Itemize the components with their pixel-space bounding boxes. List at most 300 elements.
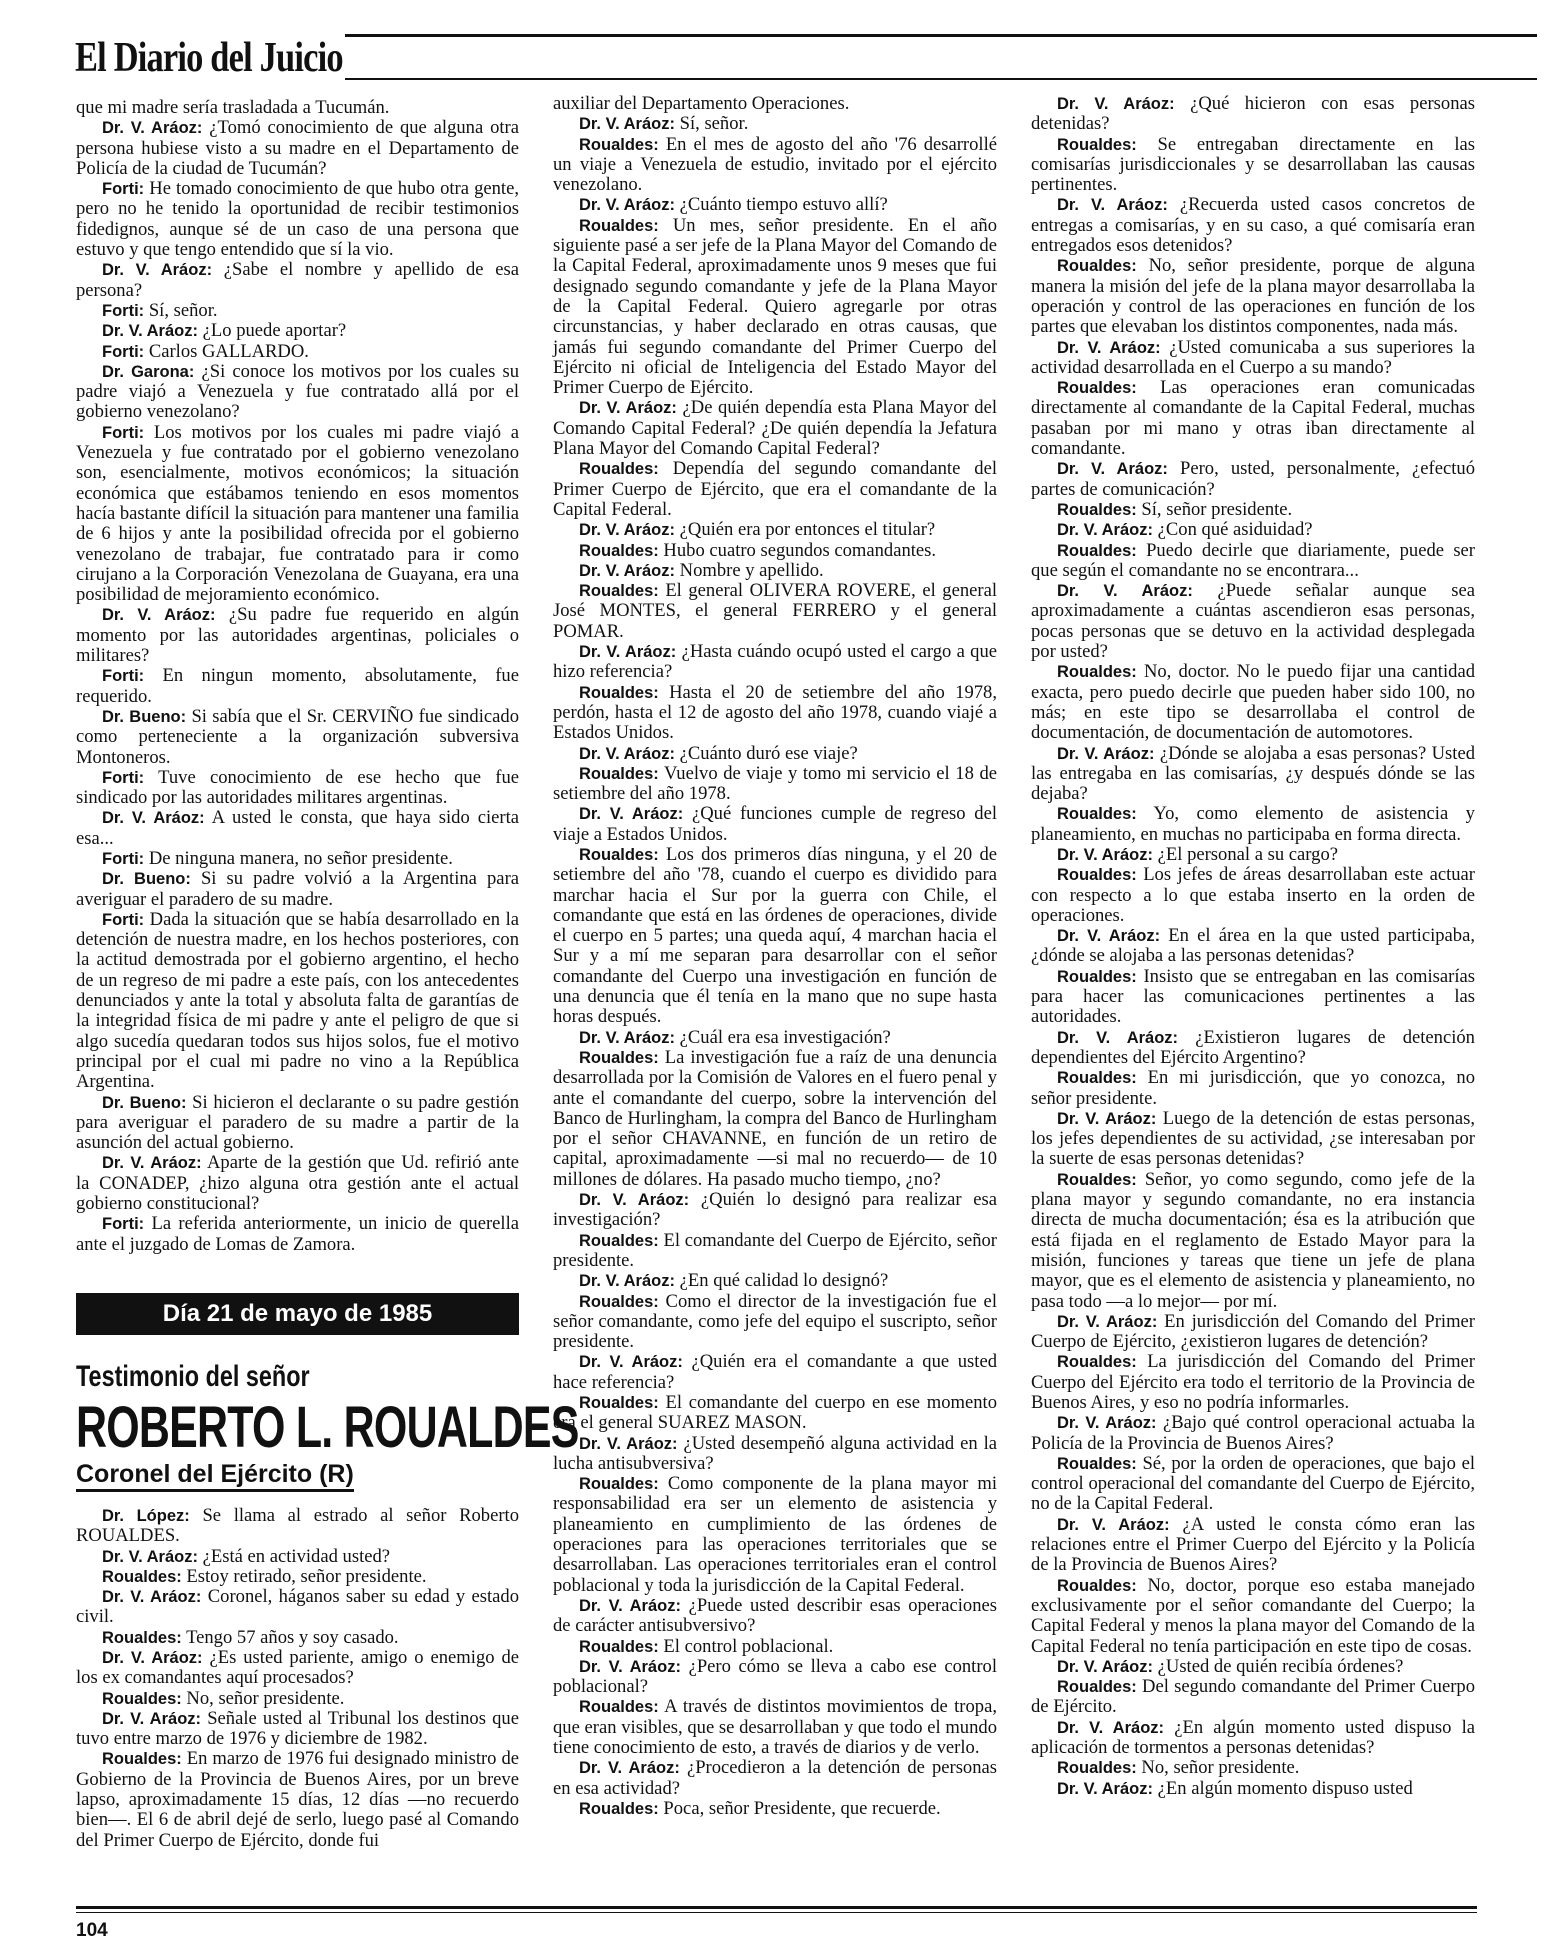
speaker-label: Roualdes: [1057, 257, 1137, 276]
speech-text: ¿En qué calidad lo designó? [679, 1270, 889, 1292]
transcript-paragraph [1031, 967, 1475, 1028]
speech-text: Hubo cuatro segundos comandantes. [663, 539, 937, 561]
speaker-label: Roualdes: [1057, 1576, 1137, 1595]
speech-text: Tuve conocimiento de ese hecho que fue sindicado por las autoridades militares argentinas. [76, 766, 520, 809]
transcript-paragraph [553, 683, 997, 744]
transcript-paragraph [553, 845, 997, 1028]
witness-rank: Coronel del Ejército (R) [76, 1459, 354, 1492]
speaker-label: Dr. V. Aráoz: [1057, 338, 1161, 357]
speaker-label: Roualdes: [579, 1698, 659, 1717]
transcript-paragraph [553, 1393, 997, 1434]
transcript-paragraph [553, 1434, 997, 1475]
speaker-label: Roualdes: [102, 1567, 182, 1586]
date-banner: Día 21 de mayo de 1985 [76, 1293, 519, 1335]
speech-text: ¿Lo puede aportar? [202, 320, 347, 342]
speech-text: A través de distintos movimientos de tropa, que eran visibles, que se desarrollaban y que todo el mundo tiene conocimiento de esto, a través de diarios y de verlo. [553, 1696, 997, 1759]
speech-text: ¿Tomó conocimiento de que alguna otra persona hubiese visto a su madre en el Departamento de Policía de la ciudad de Tucumán? [76, 117, 519, 179]
speech-text: ¿Existieron lugares de detención dependientes del Ejército Argentino? [1031, 1026, 1475, 1068]
speech-text: Si hicieron el declarante o su padre gestión para averiguar el paradero de su madre a partir de la asunción del actual gobierno. [76, 1091, 519, 1154]
page-number: 104 [76, 1920, 108, 1941]
transcript-paragraph [553, 195, 997, 215]
transcript-paragraph [1031, 195, 1475, 256]
speech-text: Insisto que se entregaban en las comisarías para hacer las comunicaciones pertinentes a las autoridades. [1031, 965, 1475, 1028]
speaker-label: Roualdes: [579, 1292, 659, 1311]
speaker-label: Dr. V. Aráoz: [1057, 744, 1155, 763]
speaker-label: Dr. V. Aráoz: [579, 1657, 681, 1676]
speech-text: Yo, como elemento de asistencia y planeamiento, en muchas no participaba en forma directa. [1031, 803, 1475, 845]
speech-text: Sí, señor. [679, 113, 749, 135]
transcript-paragraph [76, 1214, 519, 1255]
speech-text: Señale usted al Tribunal los destinos que tuvo entre marzo de 1976 y diciembre de 1982. [76, 1707, 519, 1750]
transcript-paragraph [553, 541, 997, 561]
speech-text: ¿En algún momento dispuso usted [1157, 1777, 1413, 1799]
transcript-paragraph [553, 94, 997, 114]
transcript-paragraph [1031, 1576, 1475, 1657]
speech-text: ¿Quién lo designó para realizar esa investigación? [553, 1189, 998, 1231]
transcript-paragraph [76, 869, 519, 910]
transcript-paragraph [76, 1506, 519, 1547]
speaker-label: Roualdes: [1057, 1678, 1137, 1697]
speaker-label: Roualdes: [579, 460, 659, 479]
speaker-label: Roualdes: [579, 541, 659, 560]
transcript-paragraph [76, 666, 519, 707]
speaker-label: Dr. Garona: [102, 362, 195, 381]
speech-text: Señor, yo como segundo, como jefe de la plana mayor y segundo comandante, no era instancia directa de mucha documentación; ésa es la atribución que está fijada en el reglamento de Estado Mayor para la misión, funciones y tareas que tiene un jefe de plana mayor, que es el elemento de asistencia y planeamiento, no pasa todo —a lo mejor— por mí. [1031, 1168, 1475, 1312]
witness-name: ROBERTO L. ROUALDES [76, 1394, 579, 1460]
transcript-paragraph [1031, 1170, 1475, 1312]
speech-text: Hasta el 20 de setiembre del año 1978, perdón, hasta el 12 de agosto del año 1978, cuando viajé a Estados Unidos. [553, 681, 997, 744]
speech-text: Pero, usted, personalmente, ¿efectuó partes de comunicación? [1031, 458, 1475, 500]
transcript-paragraph [1031, 1352, 1475, 1413]
transcript-paragraph [1031, 744, 1475, 805]
speech-text: Sé, por la orden de operaciones, que bajo el control operacional del comandante del Cuerpo de Ejército, no de la Capital Federal. [1031, 1452, 1475, 1515]
speaker-label: Dr. V. Aráoz: [1057, 196, 1168, 215]
speech-text: ¿Está en actividad usted? [202, 1545, 391, 1567]
transcript-paragraph [553, 1637, 997, 1657]
speaker-label: Roualdes: [1057, 967, 1137, 986]
speech-text: auxiliar del Departamento Operaciones. [553, 93, 850, 114]
speaker-label: Dr. V. Aráoz: [579, 1434, 678, 1453]
transcript-paragraph [553, 1271, 997, 1291]
transcript-paragraph [553, 744, 997, 764]
speaker-label: Dr. V. Aráoz: [1057, 1657, 1153, 1676]
speech-text: La investigación fue a raíz de una denuncia desarrollada por la Comisión de Valores en el fuero penal y ante el comandante del cuerpo, sobre la intervención del Banco de Hurlingham, la compra del Banco de Hurlingham por el señor CHAVANNE, en función de un retiro de capital, aproximadamente —si mal no recuerdo— de 10 millones de dólares. Ha pasado mucho tiempo, ¿no? [553, 1046, 997, 1190]
speaker-label: Roualdes: [579, 1048, 659, 1067]
speaker-label: Roualdes: [579, 1231, 659, 1250]
speaker-label: Dr. V. Aráoz: [1057, 460, 1168, 479]
speech-text: ¿Usted comunicaba a sus superiores la actividad desarrollada en el Cuerpo a su mando? [1031, 336, 1475, 378]
transcript-paragraph [76, 910, 519, 1093]
speaker-label: Roualdes: [1057, 805, 1137, 824]
speaker-label: Dr. V. Aráoz: [102, 322, 198, 341]
speaker-label: Dr. V. Aráoz: [579, 561, 675, 580]
speech-text: Sí, señor. [148, 299, 218, 321]
speaker-label: Roualdes: [579, 764, 659, 783]
speaker-label: Roualdes: [1057, 1454, 1137, 1473]
transcript-paragraph [553, 764, 997, 805]
speech-text: Los motivos por los cuales mi padre viajó a Venezuela y fue contratado por el gobierno venezolano son, esencialmente, motivos económicos; la situación económica que estábamos teniendo en esos momentos hacía bastante difícil la situación para mantener una familia de 6 hijos y ante la posibilidad ofrecida por el gobierno venezolano de trabajar, fue contratado para ir como cirujano a la Corporación Venezolana de Guayana, era una posibilidad de mejoramiento económico. [76, 421, 519, 606]
speech-text: ¿Cuál era esa investigación? [679, 1026, 891, 1048]
speech-text: ¿Usted de quién recibía órdenes? [1157, 1655, 1404, 1677]
speech-text: ¿Hasta cuándo ocupó usted el cargo a que hizo referencia? [553, 641, 998, 683]
transcript-paragraph [553, 804, 997, 845]
speech-text: Los jefes de áreas desarrollaban este actuar con respecto a lo que estaba inserto en la orden de operaciones. [1031, 864, 1475, 926]
speech-text: Se llama al estrado al señor Roberto ROUALDES. [76, 1504, 519, 1547]
transcript-paragraph [76, 1567, 519, 1587]
speaker-label: Roualdes: [579, 135, 659, 154]
speaker-label: Roualdes: [102, 1689, 182, 1708]
speech-text: En el área en la que usted participaba, ¿dónde se alojaba a las personas detenidas? [1031, 925, 1475, 967]
speech-text: ¿Con qué asiduidad? [1157, 519, 1313, 541]
speaker-label: Dr. V. Aráoz: [579, 1596, 681, 1615]
speech-text: que mi madre sería trasladada a Tucumán. [76, 97, 390, 118]
masthead-rule-bottom [345, 78, 1537, 80]
speaker-label: Roualdes: [102, 1750, 182, 1769]
speech-text: El general OLIVERA ROVERE, el general José MONTES, el general FERRERO y el general POMAR. [553, 580, 997, 642]
speech-text: Nombre y apellido. [679, 559, 824, 581]
transcript-paragraph [1031, 94, 1475, 135]
transcript-paragraph [1031, 1413, 1475, 1454]
transcript-paragraph [553, 520, 997, 540]
speech-text: ¿Puede usted describir esas operaciones de carácter antisubversivo? [553, 1594, 997, 1637]
speaker-label: Roualdes: [579, 216, 659, 235]
transcript-paragraph [1031, 1068, 1475, 1109]
transcript-paragraph [1031, 378, 1475, 459]
speaker-label: Dr. López: [102, 1506, 190, 1525]
speech-text: No, señor presidente. [1141, 1757, 1300, 1779]
speech-text: Tengo 57 años y soy casado. [186, 1626, 399, 1648]
speaker-label: Roualdes: [1057, 1069, 1137, 1088]
transcript-paragraph [553, 1190, 997, 1231]
column-3 [1031, 94, 1475, 1799]
transcript-paragraph [1031, 541, 1475, 582]
speech-text: ¿Recuerda usted casos concretos de entregas a comisarías, y en su caso, a qué comisaría eran entregados esos detenidos? [1031, 194, 1475, 257]
speech-text: ¿Quién era por entonces el titular? [679, 519, 936, 541]
speaker-label: Dr. V. Aráoz: [102, 119, 203, 138]
speech-text: No, señor presidente. [186, 1687, 345, 1709]
transcript-paragraph [76, 98, 519, 118]
transcript-paragraph [553, 1758, 997, 1799]
transcript-paragraph [553, 459, 997, 520]
transcript-paragraph [1031, 926, 1475, 967]
speech-text: ¿Sabe el nombre y apellido de esa persona? [76, 259, 519, 301]
speech-text: La referida anteriormente, un inicio de querella ante el juzgado de Lomas de Zamora. [76, 1213, 519, 1255]
speech-text: He tomado conocimiento de que hubo otra gente, pero no he tenido la oportunidad de recibir testimonios fidedignos, aunque sé de un caso de una persona que estuvo y que tengo entendido que sí la vio. [76, 178, 519, 261]
transcript-paragraph [1031, 520, 1475, 540]
speaker-label: Dr. V. Aráoz: [579, 115, 675, 134]
transcript-paragraph [1031, 459, 1475, 500]
transcript-paragraph [1031, 1657, 1475, 1677]
speech-text: Del segundo comandante del Primer Cuerpo de Ejército. [1031, 1676, 1476, 1718]
speech-text: En ningun momento, absolutamente, fue requerido. [76, 665, 519, 707]
speaker-label: Dr. V. Aráoz: [579, 1353, 683, 1372]
speaker-label: Forti: [102, 342, 145, 361]
speech-text: ¿A usted le consta cómo eran las relaciones entre el Primer Cuerpo del Ejército y la Policía de la Provincia de Buenos Aires? [1031, 1513, 1475, 1576]
masthead-title: El Diario del Juicio [75, 35, 343, 81]
transcript-paragraph [553, 1028, 997, 1048]
speaker-label: Dr. V. Aráoz: [1057, 1779, 1153, 1798]
transcript-paragraph [76, 1093, 519, 1154]
transcript-paragraph [553, 114, 997, 134]
transcript-paragraph [553, 1048, 997, 1190]
speaker-label: Roualdes: [1057, 866, 1137, 885]
transcript-paragraph [553, 135, 997, 196]
transcript-paragraph [1031, 500, 1475, 520]
speaker-label: Dr. Bueno: [102, 707, 187, 726]
speaker-label: Dr. V. Aráoz: [1057, 95, 1175, 113]
speech-text: Como el director de la investigación fue el señor comandante, como jefe del equipo el suscripto, señor presidente. [553, 1290, 997, 1353]
headline-kicker: Testimonio del señor [76, 1359, 310, 1393]
transcript-paragraph [1031, 338, 1475, 379]
transcript-paragraph [1031, 1028, 1475, 1069]
speaker-label: Forti: [102, 301, 145, 320]
column-2 [553, 94, 997, 1819]
speech-text: Coronel, háganos saber su edad y estado civil. [76, 1586, 519, 1628]
speaker-label: Dr. V. Aráoz: [102, 1154, 202, 1173]
speech-text: De ninguna manera, no señor presidente. [148, 847, 453, 869]
speech-text: Aparte de la gestión que Ud. refirió ante la CONADEP, ¿hizo alguna otra gestión ante el actual gobierno constitucional? [76, 1152, 520, 1215]
speech-text: Si su padre volvió a la Argentina para averiguar el paradero de su madre. [76, 868, 520, 910]
transcript-paragraph [76, 1709, 519, 1750]
transcript-paragraph [1031, 1515, 1475, 1576]
speech-text: ¿Qué funciones cumple de regreso del viaje a Estados Unidos. [553, 803, 997, 845]
transcript-paragraph [1031, 1109, 1475, 1170]
transcript-paragraph [1031, 1454, 1475, 1515]
speech-text: Sí, señor presidente. [1141, 498, 1293, 520]
transcript-paragraph [76, 362, 519, 423]
speech-text: Se entregaban directamente en las comisarías jurisdiccionales y se desarrollaban las causas pertinentes. [1031, 133, 1475, 196]
speech-text: El comandante del Cuerpo de Ejército, señor presidente. [553, 1229, 997, 1271]
transcript-paragraph [1031, 804, 1475, 845]
speaker-label: Roualdes: [102, 1628, 182, 1647]
speaker-label: Dr. V. Aráoz: [579, 643, 677, 662]
transcript-paragraph [553, 216, 997, 399]
speaker-label: Roualdes: [579, 1637, 659, 1656]
speech-text: ¿Si conoce los motivos por los cuales su padre viajó a Venezuela y fue contratado allá por el gobierno venezolano? [76, 360, 520, 423]
speaker-label: Forti: [102, 423, 145, 442]
speaker-label: Forti: [102, 849, 145, 868]
speaker-label: Roualdes: [1057, 500, 1137, 519]
speaker-label: Dr. V. Aráoz: [1057, 1028, 1179, 1047]
footer-rule-thin [76, 1912, 1477, 1913]
speaker-label: Dr. V. Aráoz: [579, 521, 675, 540]
speaker-label: Dr. V. Aráoz: [1057, 845, 1153, 864]
speech-text: ¿En algún momento usted dispuso la aplicación de tormentos a personas detenidas? [1031, 1716, 1475, 1759]
speech-text: Si sabía que el Sr. CERVIÑO fue sindicado como perteneciente a la organización subversiva Montoneros. [76, 705, 519, 768]
speech-text: ¿Usted desempeñó alguna actividad en la lucha antisubversiva? [553, 1432, 997, 1474]
speech-text: A usted le consta, que haya sido cierta esa... [76, 807, 520, 849]
speaker-label: Dr. V. Aráoz: [1057, 521, 1153, 540]
speech-text: ¿De quién dependía esta Plana Mayor del Comando Capital Federal? ¿De quién dependía la Jefatura Plana Mayor del Comando Capital Federal? [553, 397, 998, 460]
transcript-paragraph [1031, 1718, 1475, 1759]
transcript-paragraph [76, 1547, 519, 1567]
speech-text: Carlos GALLARDO. [148, 340, 309, 362]
speech-text: ¿Bajo qué control operacional actuaba la Policía de la Provincia de Buenos Aires? [1031, 1412, 1475, 1454]
speaker-label: Dr. V. Aráoz: [1057, 927, 1161, 946]
speaker-label: Dr. V. Aráoz: [579, 399, 677, 418]
speech-text: ¿Qué hicieron con esas personas detenidas? [1031, 93, 1475, 135]
speaker-label: Roualdes: [1057, 541, 1137, 560]
column-1 [76, 97, 579, 1851]
speaker-label: Dr. V. Aráoz: [579, 744, 675, 763]
transcript-paragraph [76, 260, 519, 301]
speech-text: ¿Dónde se alojaba a esas personas? Usted las entregaba en las comisarías, ¿y después dónde se las dejaba? [1031, 742, 1476, 805]
speaker-label: Forti: [102, 768, 145, 787]
transcript-paragraph [1031, 135, 1475, 196]
transcript-paragraph [1031, 1312, 1475, 1353]
speech-text: La jurisdicción del Comando del Primer Cuerpo del Ejército era todo el territorio de la Provincia de Buenos Aires, y eso no podría informarles. [1031, 1351, 1475, 1413]
transcript-paragraph [76, 605, 519, 666]
speaker-label: Roualdes: [579, 845, 659, 864]
speech-text: El control poblacional. [663, 1635, 834, 1657]
transcript-paragraph [76, 342, 519, 362]
transcript-paragraph [553, 1352, 997, 1393]
speech-text: Vuelvo de viaje y tomo mi servicio el 18 de setiembre del año 1978. [553, 762, 997, 805]
speech-text: Puedo decirle que diariamente, puede ser que según el comandante no se encontrara... [1031, 539, 1475, 581]
transcript-paragraph [76, 849, 519, 869]
speaker-label: Dr. V. Aráoz: [579, 196, 675, 215]
transcript-paragraph [76, 1648, 519, 1689]
speech-text: ¿Pero cómo se lleva a cabo ese control poblacional? [553, 1655, 997, 1698]
speaker-label: Roualdes: [579, 582, 659, 601]
transcript-paragraph [553, 1292, 997, 1353]
speech-text: En jurisdicción del Comando del Primer Cuerpo de Ejército, ¿existieron lugares de detención? [1031, 1310, 1475, 1353]
transcript-paragraph [1031, 581, 1475, 662]
testimony-headline [76, 1357, 579, 1506]
transcript-paragraph [1031, 662, 1475, 743]
transcript-paragraph [76, 808, 519, 849]
speech-text: ¿Es usted pariente, amigo o enemigo de los ex comandantes aquí procesados? [76, 1647, 520, 1689]
speaker-label: Roualdes: [1057, 379, 1137, 398]
speech-text: ¿Quién era el comandante a que usted hace referencia? [553, 1351, 997, 1393]
transcript-paragraph [553, 1231, 997, 1272]
speech-text: ¿Cuánto duró ese viaje? [679, 742, 858, 764]
speaker-label: Roualdes: [579, 1475, 659, 1494]
speaker-label: Dr. V. Aráoz: [579, 1272, 675, 1291]
speaker-label: Forti: [102, 667, 145, 686]
speech-text: No, doctor, porque eso estaba manejado exclusivamente por el señor comandante del Cuerpo; la Capital Federal y menos la plana mayor del Comando de la Capital Federal no tenía participación en este tipo de cosas. [1031, 1574, 1475, 1657]
speaker-label: Roualdes: [579, 683, 659, 702]
speaker-label: Roualdes: [1057, 135, 1137, 154]
speaker-label: Dr. Bueno: [102, 1093, 187, 1112]
column-1-transcript-bottom [76, 1506, 519, 1851]
speech-text: En el mes de agosto del año '76 desarrollé un viaje a Venezuela de estudio, invitado por el ejército venezolano. [553, 133, 997, 196]
transcript-paragraph [76, 1628, 519, 1648]
transcript-paragraph [76, 1749, 519, 1850]
speech-text: El comandante del cuerpo en ese momento era el general SUAREZ MASON. [553, 1392, 998, 1434]
transcript-paragraph [76, 423, 519, 606]
transcript-paragraph [76, 1153, 519, 1214]
speaker-label: Roualdes: [579, 1799, 659, 1818]
masthead-rule-top [345, 34, 1537, 37]
speaker-label: Roualdes: [579, 1394, 659, 1412]
transcript-paragraph [553, 1596, 997, 1637]
speaker-label: Dr. V. Aráoz: [1057, 1515, 1170, 1534]
speaker-label: Dr. V. Aráoz: [1057, 1312, 1158, 1331]
transcript-paragraph [76, 1689, 519, 1709]
speaker-label: Roualdes: [1057, 1759, 1137, 1778]
speaker-label: Dr. V. Aráoz: [1057, 1109, 1157, 1128]
speaker-label: Dr. V. Aráoz: [102, 1709, 202, 1728]
speech-text: Luego de la detención de estas personas, los jefes dependientes de su actividad, ¿se interesaban por la suerte de esas personas detenidas? [1031, 1107, 1475, 1170]
speaker-label: Dr. Bueno: [102, 870, 191, 889]
speech-text: Un mes, señor presidente. En el año siguiente pasé a ser jefe de la Plana Mayor del Comando de la Capital Federal, aproximadamente unos 9 meses que fui designado segundo comandante y jefe de la Plana Mayor de la Capital Federal. Quiero agregarle por otras circunstancias, y haber declarado en otras causas, que jamás fui segundo comandante del Primer Cuerpo del Ejército ni oficial de Inteligencia del Estado Mayor del Primer Cuerpo de Ejército. [553, 214, 997, 399]
speaker-label: Dr. V. Aráoz: [102, 1588, 202, 1607]
transcript-paragraph [76, 321, 519, 341]
speaker-label: Roualdes: [1057, 663, 1137, 682]
speech-text: Las operaciones eran comunicadas directamente al comandante de la Capital Federal, muchas pasaban por mi mano y otras iban directamente al comandante. [1031, 377, 1475, 460]
transcript-paragraph [553, 581, 997, 642]
transcript-paragraph [1031, 1758, 1475, 1778]
transcript-paragraph [553, 561, 997, 581]
transcript-paragraph [553, 398, 997, 459]
transcript-paragraph [1031, 845, 1475, 865]
speaker-label: Dr. V. Aráoz: [579, 1028, 675, 1047]
speaker-label: Forti: [102, 1215, 145, 1234]
speech-text: No, doctor. No le puedo fijar una cantidad exacta, pero puedo decirle que pueden haber sido 100, no más; en este tipo se desarrollaba el control de documentación, de documentación de automotores. [1031, 661, 1475, 744]
speech-text: ¿Procedieron a la detención de personas en esa actividad? [553, 1757, 998, 1799]
speech-text: Como componente de la plana mayor mi responsabilidad era ser un elemento de asistencia y planeamiento en cumplimiento de las órdenes de operaciones para las operaciones territoriales que se desarrollaban. Las operaciones territoriales eran el control poblacional y toda la jurisdicción de la Capital Federal. [553, 1473, 997, 1596]
transcript-paragraph [553, 1474, 997, 1596]
speech-text: ¿Cuánto tiempo estuvo allí? [679, 194, 888, 216]
speech-text: Dependía del segundo comandante del Primer Cuerpo de Ejército, que era el comandante de la Capital Federal. [553, 458, 997, 520]
speech-text: No, señor presidente, porque de alguna manera la misión del jefe de la plana mayor desarrollaba la operación y control de las operaciones en función de los partes que elevaban los distintos componentes, nada más. [1031, 255, 1475, 338]
speaker-label: Dr. V. Aráoz: [579, 1191, 690, 1210]
transcript-paragraph [76, 768, 519, 809]
speech-text: En marzo de 1976 fui designado ministro de Gobierno de la Provincia de Buenos Aires, por un breve lapso, aproximadamente 15 días, 12 días —no recuerdo bien—. El 6 de abril dejé de serlo, luego pasé al Comando del Primer Cuerpo de Ejército, donde fui [76, 1748, 519, 1851]
speaker-label: Roualdes: [1057, 1170, 1137, 1189]
speech-text: ¿Puede señalar aunque sea aproximadamente a cuántas ascendieron esas personas, pocas personas que se detuvo en la actividad desplegada por usted? [1031, 580, 1475, 663]
speaker-label: Dr. V. Aráoz: [102, 606, 216, 625]
speech-text: Los dos primeros días ninguna, y el 20 de setiembre del año '78, cuando el cuerpo es dividido para marchar hacia el Sur por la guerra con Chile, el comandante que está en las órdenes de operaciones, divide el cuerpo en 5 partes; una queda aquí, 4 marchan hacia el Sur y a mí me separan para desarrollar con el señor comandante del Cuerpo una investigación en función de una denuncia que él tenía en la mano que no supe hasta horas después. [553, 843, 997, 1028]
speaker-label: Dr. V. Aráoz: [1057, 1414, 1157, 1433]
speaker-label: Dr. V. Aráoz: [1057, 1718, 1165, 1737]
speaker-label: Dr. V. Aráoz: [102, 1547, 198, 1566]
transcript-paragraph [1031, 865, 1475, 926]
transcript-paragraph [1031, 256, 1475, 337]
speaker-label: Dr. V. Aráoz: [102, 809, 205, 828]
transcript-paragraph [76, 1587, 519, 1628]
transcript-paragraph [553, 642, 997, 683]
speech-text: Dada la situación que se había desarrollado en la detención de nuestra madre, en los hechos posteriores, con la actitud demostrada por el gobierno argentino, el hecho de un regreso de mi padre a este país, con los antecedentes denunciados y ante la total y absoluta falta de garantías de la integridad física de mi padre y ante el peligro de que si algo sucedía quedaran todos sus hijos solos, fue el motivo principal por el cual mi padre no vino a la República Argentina. [76, 908, 519, 1093]
transcript-paragraph [1031, 1677, 1475, 1718]
masthead [75, 34, 1537, 92]
speaker-label: Dr. V. Aráoz: [102, 1649, 203, 1667]
speech-text: ¿El personal a su cargo? [1157, 843, 1338, 865]
speaker-label: Dr. V. Aráoz: [579, 1759, 680, 1778]
transcript-paragraph [76, 707, 519, 768]
transcript-paragraph [76, 118, 519, 179]
speaker-label: Forti: [102, 910, 145, 929]
transcript-paragraph [553, 1657, 997, 1698]
column-1-transcript-top [76, 98, 519, 1255]
speech-text: En mi jurisdicción, que yo conozca, no señor presidente. [1031, 1067, 1475, 1109]
transcript-paragraph [1031, 1779, 1475, 1799]
speaker-label: Dr. V. Aráoz: [579, 805, 684, 824]
transcript-paragraph [76, 301, 519, 321]
speech-text: ¿Su padre fue requerido en algún momento por las autoridades argentinas, policiales o militares? [76, 604, 519, 667]
transcript-paragraph [76, 179, 519, 260]
footer-rule [76, 1906, 1477, 1909]
transcript-paragraph [553, 1697, 997, 1758]
speaker-label: Dr. V. Aráoz: [102, 261, 213, 280]
speaker-label: Dr. V. Aráoz: [1057, 582, 1193, 601]
speaker-label: Forti: [102, 180, 145, 199]
speaker-label: Roualdes: [1057, 1353, 1137, 1372]
speech-text: Poca, señor Presidente, que recuerde. [663, 1797, 941, 1819]
speech-text: Estoy retirado, señor presidente. [186, 1565, 427, 1587]
transcript-paragraph [553, 1799, 997, 1819]
